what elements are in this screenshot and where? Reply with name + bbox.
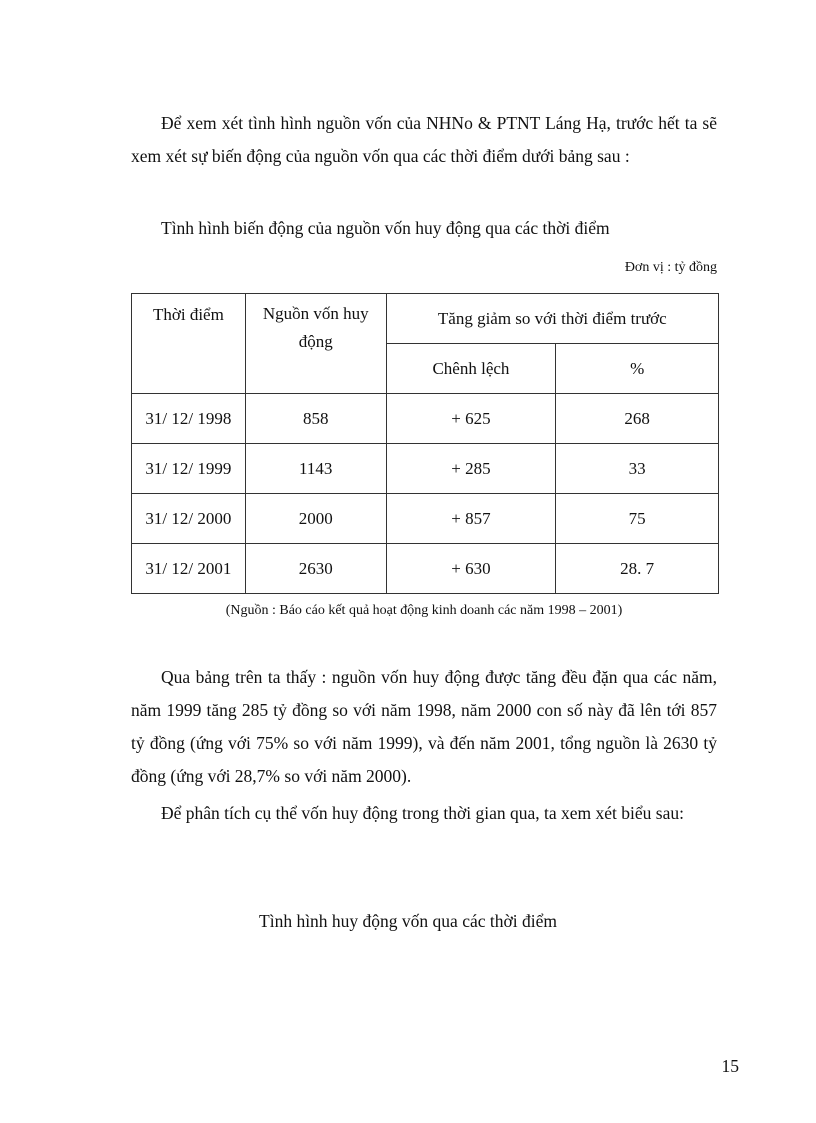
header-change-group: Tăng giảm so với thời điểm trước: [386, 294, 718, 344]
cell-difference: + 625: [386, 394, 556, 444]
header-difference: Chênh lệch: [386, 344, 556, 394]
source-note: (Nguồn : Báo cáo kết quả hoạt động kinh doanh các năm 1998 – 2001): [225, 603, 623, 618]
page-number: 15: [721, 1056, 739, 1076]
capital-table: [131, 293, 719, 594]
cell-percent: 268: [556, 394, 719, 444]
transition-paragraph: Để phân tích cụ thể vốn huy động trong thời gian qua, ta xem xét biểu sau:: [161, 803, 684, 823]
intro-paragraph: Để xem xét tình hình nguồn vốn của NHNo & PTNT Láng Hạ, trước hết ta sẽ xem xét sự biến động của nguồn vốn qua các thời điểm dưới bảng sau :: [131, 113, 717, 166]
cell-percent: 33: [556, 444, 719, 494]
table-row: [132, 544, 719, 594]
cell-capital: 858: [245, 394, 386, 444]
cell-time: 31/ 12/ 1998: [132, 394, 246, 444]
table-row: [132, 394, 719, 444]
cell-capital: 1143: [245, 444, 386, 494]
table-row: [132, 444, 719, 494]
chart-title: Tình hình huy động vốn qua các thời điểm: [259, 911, 557, 931]
header-time: Thời điểm: [132, 294, 246, 394]
cell-capital: 2630: [245, 544, 386, 594]
analysis-paragraph: Qua bảng trên ta thấy : nguồn vốn huy động được tăng đều đặn qua các năm, năm 1999 tăng 285 tỷ đồng so với năm 1998, năm 2000 con số này đã lên tới 857 tỷ đồng (ứng với 75% so với năm 1999), và đến năm 2001, tổng nguồn là 2630 tỷ đồng (ứng với 28,7% so với năm 2000).: [131, 667, 717, 786]
cell-percent: 75: [556, 494, 719, 544]
header-capital: Nguồn vốn huy động: [245, 294, 386, 394]
cell-difference: + 857: [386, 494, 556, 544]
cell-time: 31/ 12/ 2001: [132, 544, 246, 594]
unit-note: Đơn vị : tỷ đồng: [624, 260, 717, 275]
cell-percent: 28. 7: [556, 544, 719, 594]
cell-time: 31/ 12/ 2000: [132, 494, 246, 544]
cell-difference: + 630: [386, 544, 556, 594]
table-row: [132, 494, 719, 544]
cell-time: 31/ 12/ 1999: [132, 444, 246, 494]
header-percent: %: [556, 344, 719, 394]
cell-capital: 2000: [245, 494, 386, 544]
cell-difference: + 285: [386, 444, 556, 494]
table-title: Tình hình biến động của nguồn vốn huy động qua các thời điểm: [161, 218, 610, 238]
